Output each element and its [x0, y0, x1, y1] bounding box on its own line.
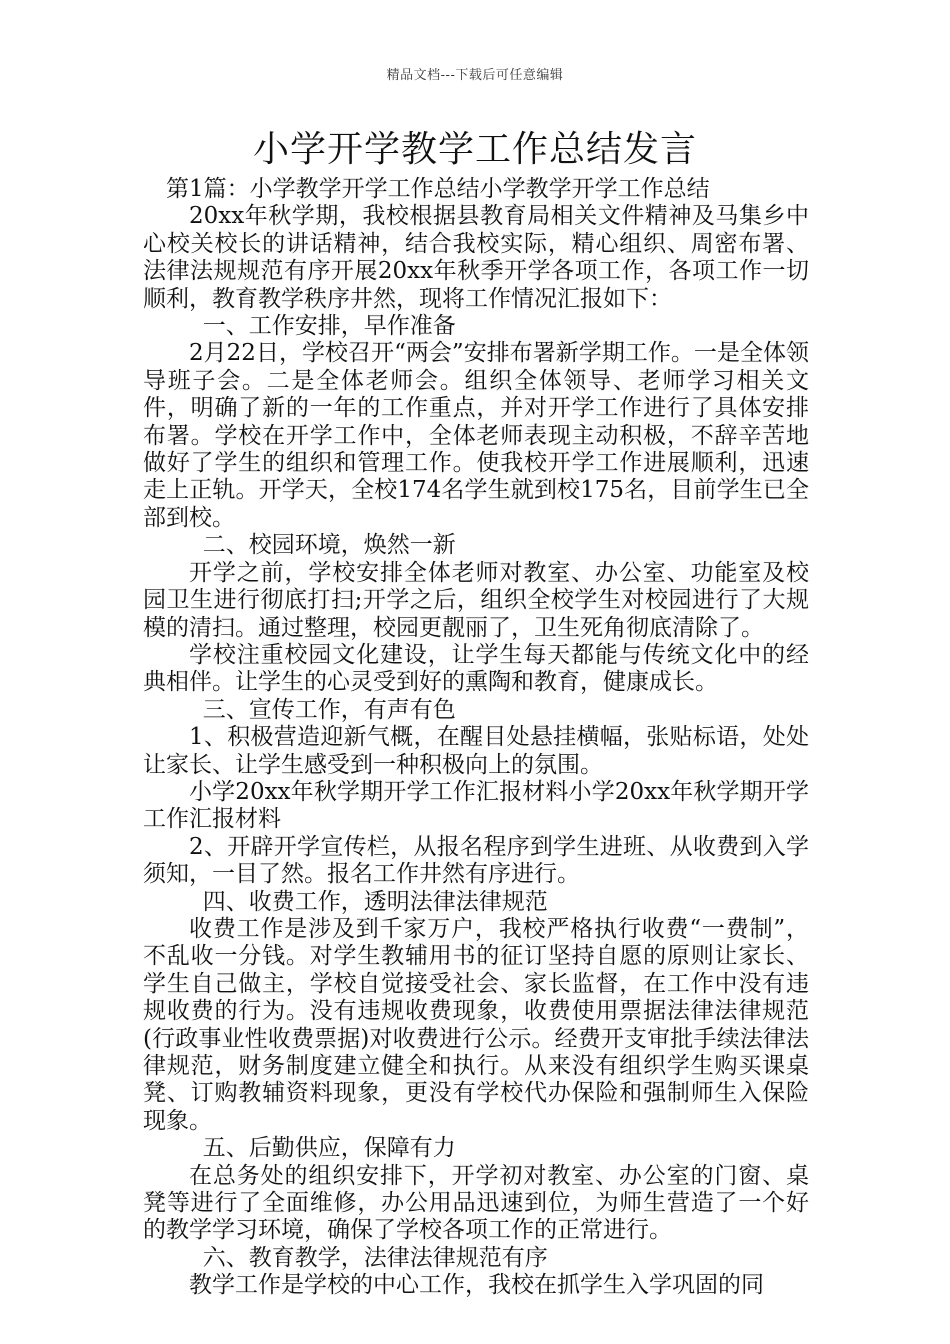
body-paragraph: 小学20xx年秋学期开学工作汇报材料小学20xx年秋学期开学工作汇报材料 — [143, 778, 809, 833]
body-paragraph: 教学工作是学校的中心工作，我校在抓学生入学巩固的同 — [189, 1272, 764, 1299]
body-paragraph: 收费工作是涉及到千家万户，我校严格执行收费“一费制”，不乱收一分钱。对学生教辅用书的征订坚持自愿的原则让家长、学生自己做主，学校自觉接受社会、家长监督，在工作中没有违规收费的行为。没有违规收费现象，收费使用票据法律法律规范(行政事业性收费票据)对收费进行公示。经费开支审批手续法律法律规范，财务制度建立健全和执行。从来没有组织学生购买课桌凳、订购教辅资料现象，更没有学校代办保险和强制师生入保险现象。 — [143, 915, 809, 1134]
body-paragraph: 2、开辟开学宣传栏，从报名程序到学生进班、从收费到入学须知，一目了然。报名工作井然有序进行。 — [143, 833, 809, 888]
section-heading: 三、宣传工作，有声有色 — [202, 696, 456, 723]
body-paragraph: 2月22日，学校召开“两会”安排布署新学期工作。一是全体领导班子会。二是全体老师会。组织全体领导、老师学习相关文件，明确了新的一年的工作重点，并对开学工作进行了具体安排布署。学校在开学工作中，全体老师表现主动积极，不辞辛苦地做好了学生的组织和管理工作。使我校开学工作进展顺利，迅速走上正轨。开学天，全校174名学生就到校175名，目前学生已全部到校。 — [143, 340, 809, 531]
subtitle: 第1篇：小学教学开学工作总结小学教学开学工作总结 — [166, 176, 710, 202]
section-heading: 一、工作安排，早作准备 — [202, 313, 456, 340]
body-paragraph: 在总务处的组织安排下，开学初对教室、办公室的门窗、桌凳等进行了全面维修，办公用品迅速到位，为师生营造了一个好的教学学习环境，确保了学校各项工作的正常进行。 — [143, 1162, 809, 1244]
section-heading: 五、后勤供应，保障有力 — [202, 1135, 456, 1162]
body-paragraph: 1、积极营造迎新气概，在醒目处悬挂横幅，张贴标语，处处让家长、让学生感受到一种积极向上的氛围。 — [143, 724, 809, 778]
section-heading: 六、教育教学，法律法律规范有序 — [202, 1244, 548, 1271]
section-heading: 四、收费工作，透明法律法律规范 — [202, 888, 548, 915]
body-paragraph: 学校注重校园文化建设，让学生每天都能与传统文化中的经典相伴。让学生的心灵受到好的熏陶和教育，健康成长。 — [143, 641, 809, 696]
page-title: 小学开学教学工作总结发言 — [252, 129, 697, 170]
document-body — [143, 176, 809, 1300]
body-paragraph: 开学之前，学校安排全体老师对教室、办公室、功能室及校园卫生进行彻底打扫;开学之后，组织全校学生对校园进行了大规模的清扫。通过整理，校园更靓丽了，卫生死角彻底清除了。 — [143, 559, 809, 641]
section-heading: 二、校园环境，焕然一新 — [202, 532, 456, 559]
body-paragraph: 20xx年秋学期，我校根据县教育局相关文件精神及马集乡中心校关校长的讲话精神，结合我校实际，精心组织、周密布署、法律法规规范有序开展20xx年秋季开学各项工作，各项工作一切顺利，教育教学秩序井然，现将工作情况汇报如下： — [143, 203, 809, 312]
header-note: 精品文档---下载后可任意编辑 — [386, 68, 564, 83]
